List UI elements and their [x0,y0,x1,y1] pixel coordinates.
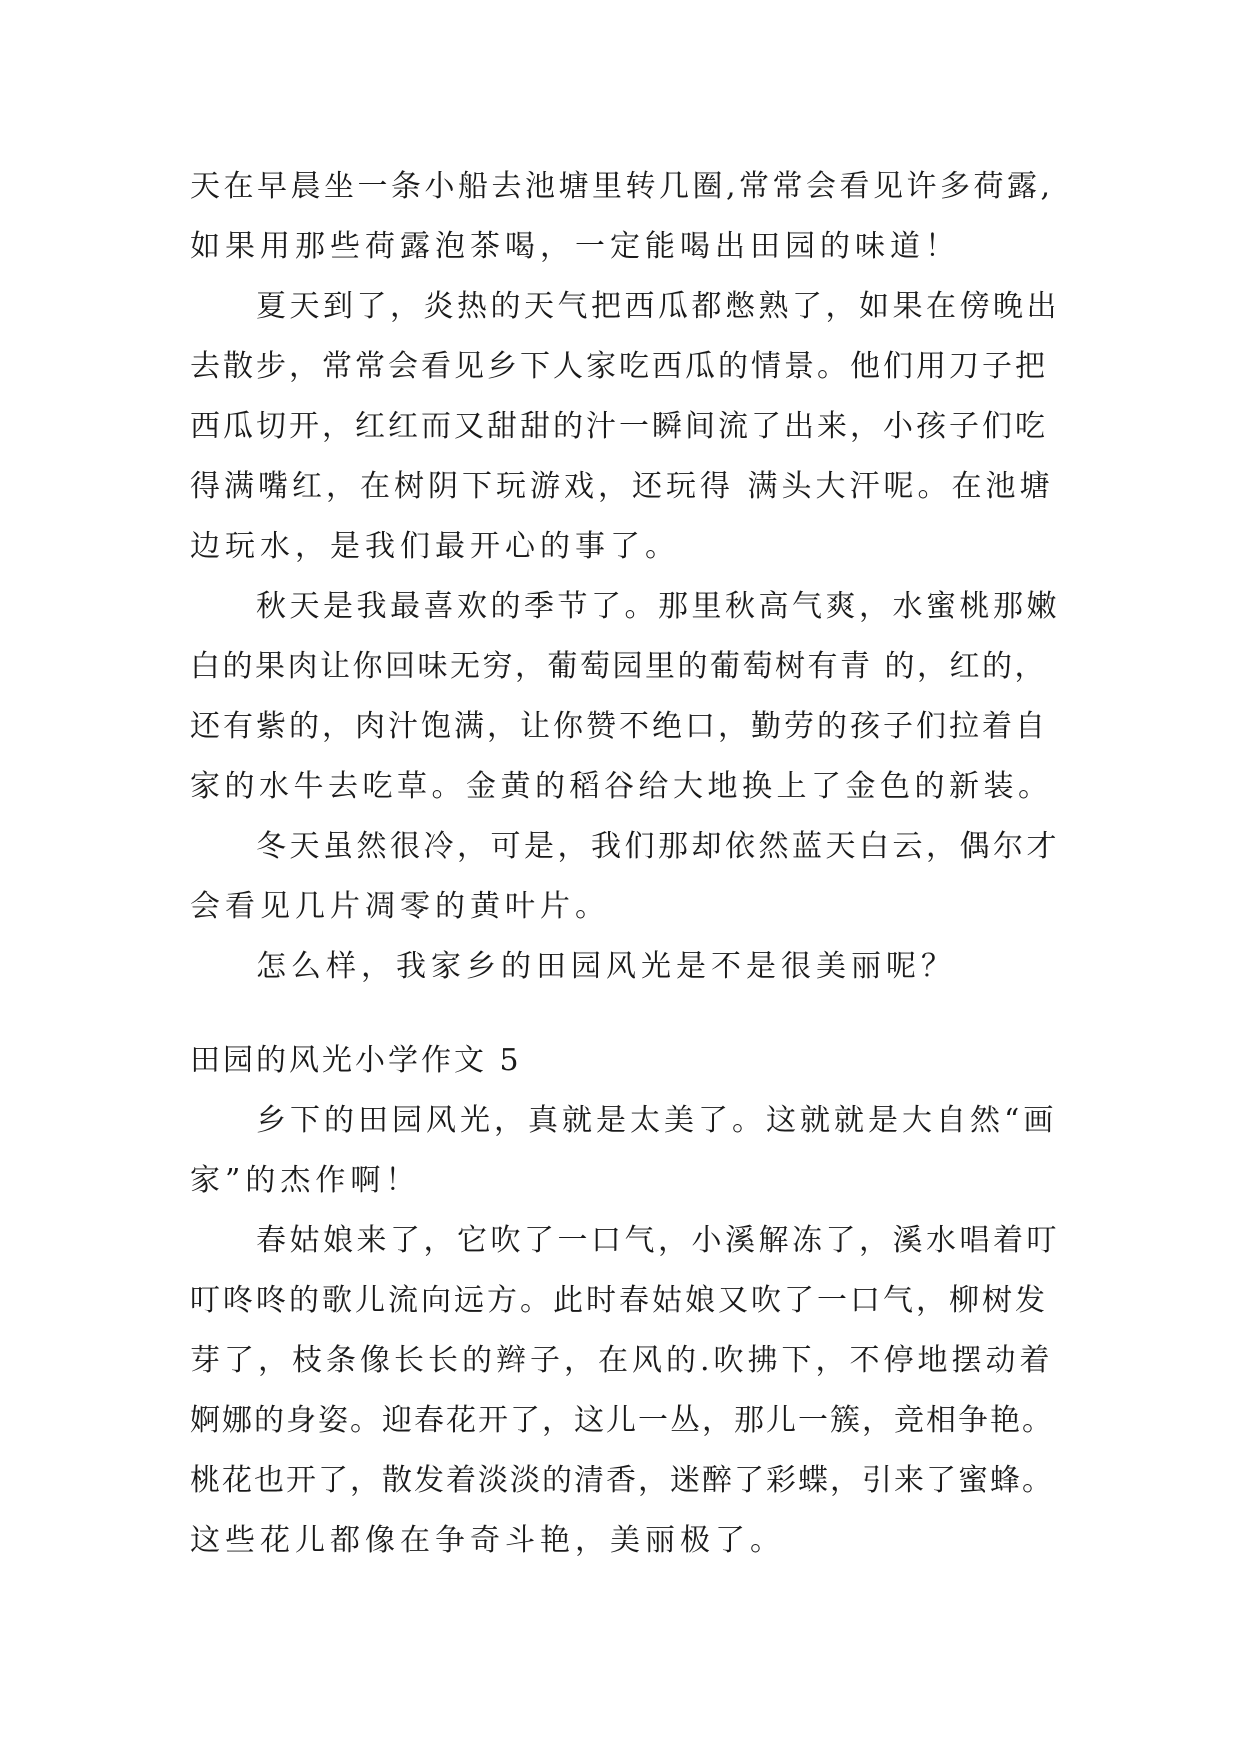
text-line: 去散步，常常会看见乡下人家吃西瓜的情景。他们用刀子把 [190,349,1048,384]
text-line: 会看见几片凋零的黄叶片。 [190,889,610,924]
text-line: 还有紫的，肉汁饱满，让你赞不绝口，勤劳的孩子们拉着自 [190,709,1048,744]
text-line: 边玩水，是我们最开心的事了。 [190,529,680,564]
text-line: 白的果肉让你回味无穷，葡萄园里的葡萄树有青 的，红的， [190,649,1048,684]
text-line: 西瓜切开，红红而又甜甜的汁一瞬间流了出来，小孩子们吃 [190,409,1048,444]
text-line: 得满嘴红，在树阴下玩游戏，还玩得 满头大汗呢。在池塘 [190,469,1054,504]
text-line: 家的水牛去吃草。金黄的稻谷给大地换上了金色的新装。 [190,769,1053,804]
paragraph-winter-start: 冬天虽然很冷，可是，我们那却依然蓝天白云，偶尔才 [256,829,1060,864]
text-line: 叮咚咚的歌儿流向远方。此时春姑娘又吹了一口气，柳树发 [190,1283,1048,1318]
text-line: 家”的杰作啊！ [190,1163,421,1198]
text-line: 桃花也开了，散发着淡淡的清香，迷醉了彩蝶，引来了蜜蜂。 [190,1463,1054,1498]
paragraph-spring-start: 春姑娘来了，它吹了一口气，小溪解冻了，溪水唱着叮 [256,1223,1060,1258]
text-line: 天在早晨坐一条小船去池塘里转几圈,常常会看见许多荷露, [190,169,1054,204]
text-line: 这些花儿都像在争奇斗艳，美丽极了。 [190,1523,785,1558]
text-line: 如果用那些荷露泡茶喝，一定能喝出田园的味道！ [190,229,960,264]
paragraph-closing: 怎么样，我家乡的田园风光是不是很美丽呢？ [256,949,956,984]
paragraph-summer-start: 夏天到了，炎热的天气把西瓜都憋熟了，如果在傍晚出 [256,289,1060,324]
paragraph-intro-start: 乡下的田园风光，真就是太美了。这就就是大自然“画 [256,1103,1058,1138]
text-line: 婀娜的身姿。迎春花开了，这儿一丛，那儿一簇，竞相争艳。 [190,1403,1054,1438]
text-line: 芽了，枝条像长长的辫子，在风的.吹拂下，不停地摆动着 [190,1343,1054,1378]
essay-heading: 田园的风光小学作文 5 [190,1043,522,1078]
paragraph-autumn-start: 秋天是我最喜欢的季节了。那里秋高气爽，水蜜桃那嫩 [256,589,1060,624]
